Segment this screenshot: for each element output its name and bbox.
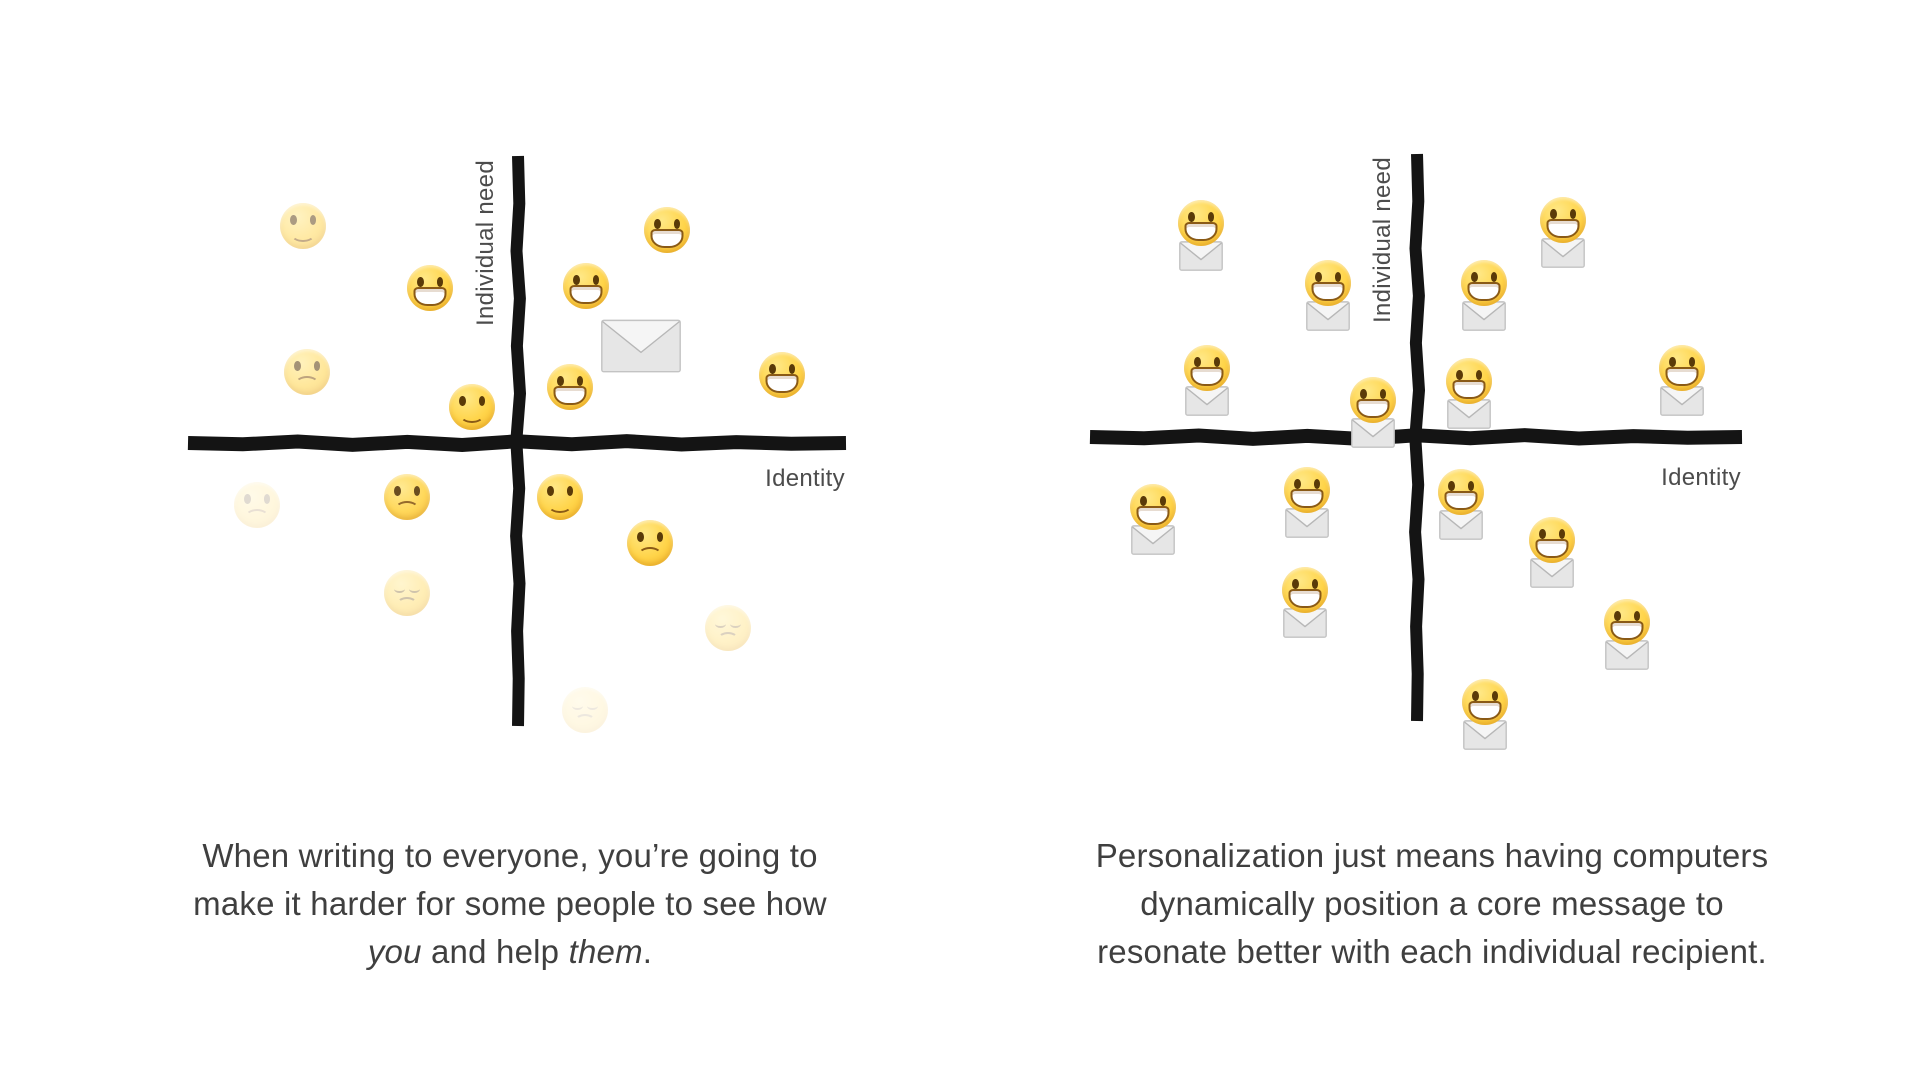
caption-text: .: [642, 933, 653, 970]
mouth: [1468, 282, 1501, 301]
face-grin: [1604, 599, 1650, 645]
caption-text: resonate better with each individual recipient.: [1097, 933, 1767, 970]
x-axis-label: Identity: [765, 465, 845, 492]
face-grin: [1350, 377, 1396, 423]
eye: [1468, 481, 1475, 491]
mouth: [1191, 367, 1224, 386]
eye: [1194, 357, 1201, 367]
face-grin: [1540, 197, 1586, 243]
mouth: [1453, 380, 1486, 399]
y-axis-label: Individual need: [472, 160, 499, 326]
caption-text: them: [568, 933, 643, 970]
eye: [1160, 496, 1167, 506]
y-axis-line: [1415, 154, 1419, 721]
mouth: [1469, 701, 1502, 720]
eye: [1140, 496, 1147, 506]
caption-line: [1052, 832, 1812, 880]
mouth: [1185, 222, 1218, 241]
eye: [1294, 479, 1301, 489]
caption-line: [1052, 880, 1812, 928]
caption-line: [1052, 928, 1812, 976]
eye: [1456, 370, 1463, 380]
mouth: [1666, 367, 1699, 386]
face-grin: [1438, 469, 1484, 515]
eye: [1315, 272, 1322, 282]
face-grin: [1130, 484, 1176, 530]
caption-text: you: [367, 933, 422, 970]
eye: [1214, 357, 1221, 367]
mouth: [1291, 489, 1324, 508]
mouth: [1536, 539, 1569, 558]
eye: [1492, 691, 1499, 701]
caption-text: Personalization just means having computers: [1095, 837, 1769, 874]
eye: [1559, 529, 1566, 539]
face-grin: [1178, 200, 1224, 246]
eye: [1312, 579, 1319, 589]
eye: [1539, 529, 1546, 539]
eye: [1335, 272, 1342, 282]
face-grin: [1446, 358, 1492, 404]
eye: [1476, 370, 1483, 380]
mouth: [1547, 219, 1580, 238]
eye: [1188, 212, 1195, 222]
eye: [1448, 481, 1455, 491]
x-axis-label: Identity: [1661, 464, 1741, 491]
caption-text: When writing to everyone, you’re going to: [202, 837, 818, 874]
caption-personalized: [1052, 832, 1812, 976]
eye: [1380, 389, 1387, 399]
eye: [1614, 611, 1621, 621]
caption-line: [130, 880, 890, 928]
caption-line: [130, 928, 890, 976]
mouth: [1312, 282, 1345, 301]
face-grin: [1529, 517, 1575, 563]
face-grin: [1461, 260, 1507, 306]
eye: [1292, 579, 1299, 589]
face-grin: [1282, 567, 1328, 613]
mouth: [1611, 621, 1644, 640]
caption-text: dynamically position a core message to: [1140, 885, 1724, 922]
eye: [1472, 691, 1479, 701]
face-grin: [1284, 467, 1330, 513]
face-grin: [1184, 345, 1230, 391]
eye: [1634, 611, 1641, 621]
face-grin: [1305, 260, 1351, 306]
caption-broadcast: [130, 832, 890, 976]
y-axis-label: Individual need: [1369, 157, 1396, 323]
mouth: [1137, 506, 1170, 525]
eye: [1669, 357, 1676, 367]
mouth: [1357, 399, 1390, 418]
eye: [1550, 209, 1557, 219]
eye: [1471, 272, 1478, 282]
eye: [1314, 479, 1321, 489]
eye: [1689, 357, 1696, 367]
caption-text: and help: [421, 933, 569, 970]
eye: [1208, 212, 1215, 222]
eye: [1570, 209, 1577, 219]
caption-text: make it harder for some people to see how: [193, 885, 827, 922]
caption-line: [130, 832, 890, 880]
eye: [1360, 389, 1367, 399]
eye: [1491, 272, 1498, 282]
mouth: [1289, 589, 1322, 608]
face-grin: [1659, 345, 1705, 391]
mouth: [1445, 491, 1478, 510]
face-grin: [1462, 679, 1508, 725]
